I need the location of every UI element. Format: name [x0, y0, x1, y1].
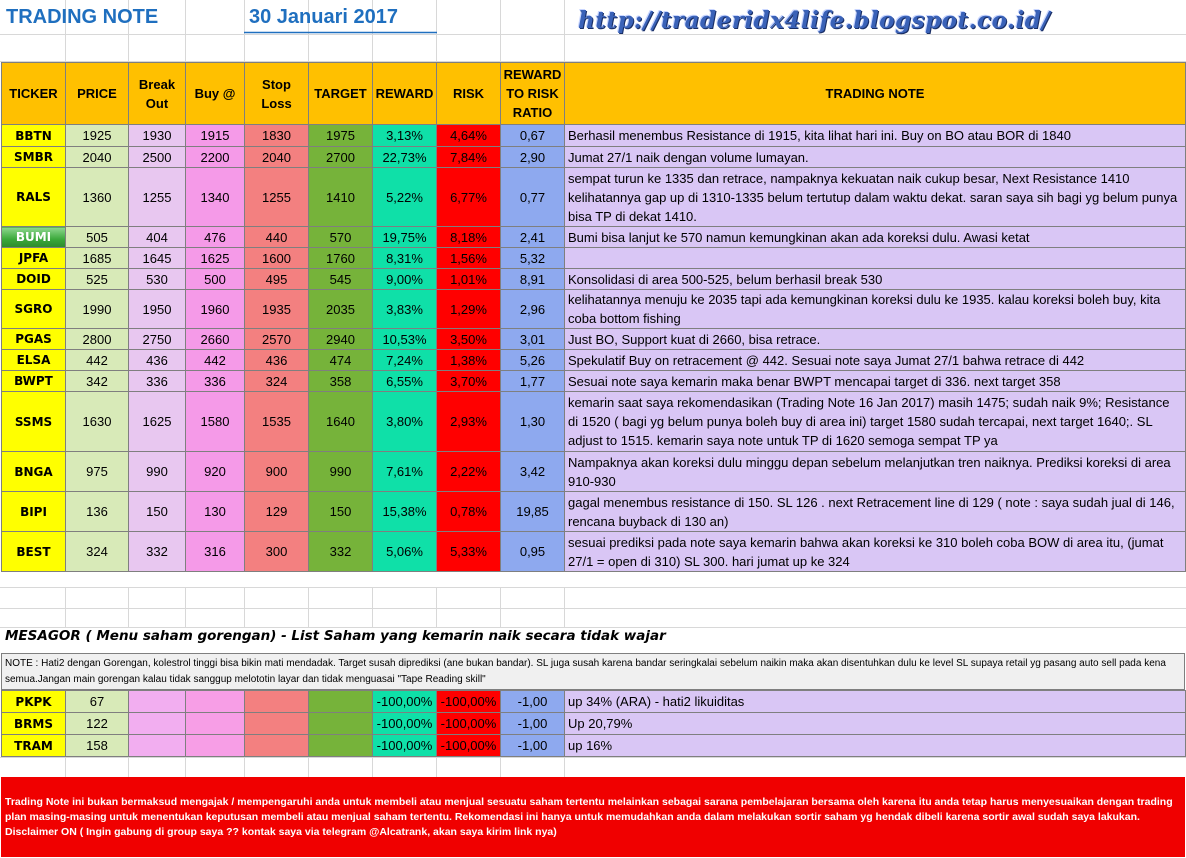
break-out-cell — [129, 713, 186, 735]
stop-loss-cell: 1255 — [245, 168, 309, 227]
note-cell: Spekulatif Buy on retracement @ 442. Sesuai note saya Jumat 27/1 bahwa retrace di 442 — [565, 350, 1186, 371]
table-row — [2, 350, 1186, 371]
target-cell — [309, 735, 373, 757]
break-out-cell: 1255 — [129, 168, 186, 227]
ratio-cell: 0,95 — [501, 532, 565, 572]
buy-cell: 2660 — [186, 329, 245, 350]
disclaimer-banner: Trading Note ini bukan bermaksud mengajak / mempengaruhi anda untuk membeli atau menjual sesuatu saham tertentu melainkan sebagai sarana pembelajaran bersama oleh karena itu anda tetap harus menyesuaikan dengan trading plan masing-masing untuk menentukan keputusan membeli atau menjual saham tertentu. Rekomendasi ini hanya untuk memudahkan anda dalam melakukan sortir saham yg hendak dibeli karena sortir awal sudah saya lakukan. Disclaimer ON ( Ingin gabung di group saya ?? kontak saya via telegram @Alcatrank, akan saya kirim link nya) — [1, 777, 1185, 857]
stop-loss-cell — [245, 713, 309, 735]
break-out-cell: 332 — [129, 532, 186, 572]
reward-cell: 7,24% — [373, 350, 437, 371]
reward-cell: 7,61% — [373, 452, 437, 492]
page-title: TRADING NOTE — [6, 6, 159, 28]
break-out-cell — [129, 691, 186, 713]
risk-cell: 6,77% — [437, 168, 501, 227]
ratio-cell: -1,00 — [501, 713, 565, 735]
ticker-cell: BBTN — [2, 125, 66, 147]
risk-cell: 8,18% — [437, 227, 501, 248]
table-row — [2, 269, 1186, 290]
ticker-cell: SMBR — [2, 147, 66, 168]
ratio-cell: 2,90 — [501, 147, 565, 168]
column-header-stop-loss: Stop Loss — [245, 63, 309, 125]
target-cell: 332 — [309, 532, 373, 572]
break-out-cell: 150 — [129, 492, 186, 532]
target-cell — [309, 691, 373, 713]
price-cell: 442 — [66, 350, 129, 371]
column-header-ticker: TICKER — [2, 63, 66, 125]
column-header-buy: Buy @ — [186, 63, 245, 125]
price-cell: 136 — [66, 492, 129, 532]
note-cell: up 34% (ARA) - hati2 likuiditas — [565, 691, 1186, 713]
risk-cell: 0,78% — [437, 492, 501, 532]
buy-cell: 2200 — [186, 147, 245, 168]
table-row — [2, 290, 1186, 329]
reward-cell: 3,13% — [373, 125, 437, 147]
risk-cell: -100,00% — [437, 735, 501, 757]
ratio-cell: 3,01 — [501, 329, 565, 350]
mesagor-row — [2, 713, 1186, 735]
target-cell: 990 — [309, 452, 373, 492]
reward-cell: -100,00% — [373, 713, 437, 735]
mesagor-title: MESAGOR ( Menu saham gorengan) - List Saham yang kemarin naik secara tidak wajar — [5, 628, 666, 644]
price-cell: 342 — [66, 371, 129, 392]
note-cell: kelihatannya menuju ke 2035 tapi ada kemungkinan koreksi dulu ke 1935. kalau koreksi boleh buy, kita coba bottom fishing — [565, 290, 1186, 329]
risk-cell: 1,56% — [437, 248, 501, 269]
reward-cell: -100,00% — [373, 691, 437, 713]
buy-cell — [186, 691, 245, 713]
price-cell: 525 — [66, 269, 129, 290]
ratio-cell: 8,91 — [501, 269, 565, 290]
price-cell: 1630 — [66, 392, 129, 452]
risk-cell: 2,93% — [437, 392, 501, 452]
buy-cell: 1340 — [186, 168, 245, 227]
stop-loss-cell: 495 — [245, 269, 309, 290]
target-cell: 474 — [309, 350, 373, 371]
stop-loss-cell: 436 — [245, 350, 309, 371]
ratio-cell: 5,26 — [501, 350, 565, 371]
target-cell: 2940 — [309, 329, 373, 350]
target-cell: 570 — [309, 227, 373, 248]
column-header-target: TARGET — [309, 63, 373, 125]
break-out-cell: 1645 — [129, 248, 186, 269]
table-row — [2, 168, 1186, 227]
buy-cell: 1625 — [186, 248, 245, 269]
note-cell: Sesuai note saya kemarin maka benar BWPT mencapai target di 336. next target 358 — [565, 371, 1186, 392]
target-cell: 1975 — [309, 125, 373, 147]
price-cell: 1990 — [66, 290, 129, 329]
buy-cell: 920 — [186, 452, 245, 492]
risk-cell: -100,00% — [437, 691, 501, 713]
note-cell: up 16% — [565, 735, 1186, 757]
break-out-cell: 1950 — [129, 290, 186, 329]
column-header-reward: REWARD — [373, 63, 437, 125]
break-out-cell: 2500 — [129, 147, 186, 168]
buy-cell: 1915 — [186, 125, 245, 147]
column-header-risk: RISK — [437, 63, 501, 125]
stop-loss-cell: 2040 — [245, 147, 309, 168]
break-out-cell: 404 — [129, 227, 186, 248]
price-cell: 2800 — [66, 329, 129, 350]
target-cell: 1760 — [309, 248, 373, 269]
ticker-cell: DOID — [2, 269, 66, 290]
buy-cell: 130 — [186, 492, 245, 532]
ticker-cell: SSMS — [2, 392, 66, 452]
note-cell: Nampaknya akan koreksi dulu minggu depan sebelum melanjutkan tren naiknya. Prediksi koreksi di area 910-930 — [565, 452, 1186, 492]
reward-cell: 3,83% — [373, 290, 437, 329]
ticker-cell: RALS — [2, 168, 66, 227]
mesagor-note: NOTE : Hati2 dengan Gorengan, kolestrol tinggi bisa bikin mati mendadak. Target susah diprediksi (ane bukan bandar). SL juga susah karena bandar seringkalai sebelum naikin maka akan disentuhkan dulu ke level SL supaya retail yg pasang auto sell pada kena semua.Jangan main gorengan kalau tidak sanggup melototin layar dan tidak menguasai "Tape Reading skill" — [1, 653, 1185, 690]
mesagor-row — [2, 691, 1186, 713]
buy-cell — [186, 735, 245, 757]
target-cell: 358 — [309, 371, 373, 392]
trading-note-table — [1, 62, 1186, 572]
buy-cell: 442 — [186, 350, 245, 371]
risk-cell: 3,70% — [437, 371, 501, 392]
note-cell: Konsolidasi di area 500-525, belum berhasil break 530 — [565, 269, 1186, 290]
note-cell: Up 20,79% — [565, 713, 1186, 735]
ticker-cell: BRMS — [2, 713, 66, 735]
risk-cell: 3,50% — [437, 329, 501, 350]
note-cell: Jumat 27/1 naik dengan volume lumayan. — [565, 147, 1186, 168]
table-row — [2, 329, 1186, 350]
ratio-cell: 3,42 — [501, 452, 565, 492]
break-out-cell: 530 — [129, 269, 186, 290]
risk-cell: 2,22% — [437, 452, 501, 492]
note-cell: sesuai prediksi pada note saya kemarin bahwa akan koreksi ke 310 boleh coba BOW di area itu, (jumat 27/1 = open di 310) SL 300. hari jumat up ke 324 — [565, 532, 1186, 572]
risk-cell: 5,33% — [437, 532, 501, 572]
blog-url[interactable]: http://traderidx4life.blogspot.co.id/ — [578, 7, 1051, 34]
price-cell: 158 — [66, 735, 129, 757]
stop-loss-cell: 300 — [245, 532, 309, 572]
target-cell: 150 — [309, 492, 373, 532]
price-cell: 1925 — [66, 125, 129, 147]
table-row — [2, 492, 1186, 532]
risk-cell: 1,29% — [437, 290, 501, 329]
break-out-cell: 436 — [129, 350, 186, 371]
table-row — [2, 392, 1186, 452]
reward-cell: 6,55% — [373, 371, 437, 392]
break-out-cell: 990 — [129, 452, 186, 492]
buy-cell — [186, 713, 245, 735]
ratio-cell: -1,00 — [501, 735, 565, 757]
mesagor-row — [2, 735, 1186, 757]
note-cell: Just BO, Support kuat di 2660, bisa retrace. — [565, 329, 1186, 350]
risk-cell: 1,01% — [437, 269, 501, 290]
buy-cell: 1580 — [186, 392, 245, 452]
reward-cell: 22,73% — [373, 147, 437, 168]
break-out-cell: 336 — [129, 371, 186, 392]
ticker-cell: PGAS — [2, 329, 66, 350]
ratio-cell: 19,85 — [501, 492, 565, 532]
note-cell: sempat turun ke 1335 dan retrace, nampaknya kekuatan naik cukup besar, Next Resistance 1410 kelihatannya gap up di 1310-1335 belum tertutup dalam waktu dekat. saran saya sih bagi yg belum punya bisa TP di dekat 1410. — [565, 168, 1186, 227]
ratio-cell: 1,30 — [501, 392, 565, 452]
ratio-cell: -1,00 — [501, 691, 565, 713]
buy-cell: 316 — [186, 532, 245, 572]
page-date: 30 Januari 2017 — [249, 6, 398, 28]
ticker-cell: JPFA — [2, 248, 66, 269]
break-out-cell: 1625 — [129, 392, 186, 452]
column-header-price: PRICE — [66, 63, 129, 125]
ticker-cell: BNGA — [2, 452, 66, 492]
table-row — [2, 248, 1186, 269]
stop-loss-cell — [245, 691, 309, 713]
ratio-cell: 2,96 — [501, 290, 565, 329]
stop-loss-cell — [245, 735, 309, 757]
break-out-cell: 2750 — [129, 329, 186, 350]
risk-cell: 1,38% — [437, 350, 501, 371]
table-header-row — [2, 63, 1186, 125]
note-cell — [565, 248, 1186, 269]
risk-cell: -100,00% — [437, 713, 501, 735]
reward-cell: -100,00% — [373, 735, 437, 757]
column-header-trading-note: TRADING NOTE — [565, 63, 1186, 125]
mesagor-table — [1, 690, 1186, 757]
stop-loss-cell: 1600 — [245, 248, 309, 269]
stop-loss-cell: 440 — [245, 227, 309, 248]
table-row — [2, 227, 1186, 248]
ticker-cell: BIPI — [2, 492, 66, 532]
reward-cell: 9,00% — [373, 269, 437, 290]
stop-loss-cell: 129 — [245, 492, 309, 532]
note-cell: gagal menembus resistance di 150. SL 126 . next Retracement line di 129 ( note : saya sudah jual di 146, rencana buyback di 130 an) — [565, 492, 1186, 532]
ticker-cell: BEST — [2, 532, 66, 572]
ticker-cell: TRAM — [2, 735, 66, 757]
reward-cell: 3,80% — [373, 392, 437, 452]
stop-loss-cell: 1830 — [245, 125, 309, 147]
column-header-ratio: REWARD TO RISK RATIO — [501, 63, 565, 125]
risk-cell: 7,84% — [437, 147, 501, 168]
buy-cell: 336 — [186, 371, 245, 392]
reward-cell: 8,31% — [373, 248, 437, 269]
ticker-cell: ELSA — [2, 350, 66, 371]
reward-cell: 19,75% — [373, 227, 437, 248]
ratio-cell: 0,77 — [501, 168, 565, 227]
table-row — [2, 532, 1186, 572]
price-cell: 122 — [66, 713, 129, 735]
buy-cell: 500 — [186, 269, 245, 290]
reward-cell: 5,06% — [373, 532, 437, 572]
price-cell: 505 — [66, 227, 129, 248]
price-cell: 2040 — [66, 147, 129, 168]
reward-cell: 5,22% — [373, 168, 437, 227]
ratio-cell: 0,67 — [501, 125, 565, 147]
reward-cell: 10,53% — [373, 329, 437, 350]
ratio-cell: 5,32 — [501, 248, 565, 269]
ratio-cell: 2,41 — [501, 227, 565, 248]
table-row — [2, 452, 1186, 492]
buy-cell: 1960 — [186, 290, 245, 329]
stop-loss-cell: 900 — [245, 452, 309, 492]
stop-loss-cell: 2570 — [245, 329, 309, 350]
price-cell: 1360 — [66, 168, 129, 227]
stop-loss-cell: 1535 — [245, 392, 309, 452]
risk-cell: 4,64% — [437, 125, 501, 147]
note-cell: Berhasil menembus Resistance di 1915, kita lihat hari ini. Buy on BO atau BOR di 1840 — [565, 125, 1186, 147]
target-cell: 1410 — [309, 168, 373, 227]
ticker-cell: PKPK — [2, 691, 66, 713]
target-cell: 545 — [309, 269, 373, 290]
ratio-cell: 1,77 — [501, 371, 565, 392]
reward-cell: 15,38% — [373, 492, 437, 532]
price-cell: 975 — [66, 452, 129, 492]
target-cell: 2035 — [309, 290, 373, 329]
table-row — [2, 125, 1186, 147]
target-cell — [309, 713, 373, 735]
ticker-cell: BWPT — [2, 371, 66, 392]
buy-cell: 476 — [186, 227, 245, 248]
price-cell: 67 — [66, 691, 129, 713]
table-row — [2, 147, 1186, 168]
note-cell: Bumi bisa lanjut ke 570 namun kemungkinan akan ada koreksi dulu. Awasi ketat — [565, 227, 1186, 248]
column-header-break-out: Break Out — [129, 63, 186, 125]
price-cell: 324 — [66, 532, 129, 572]
target-cell: 2700 — [309, 147, 373, 168]
ticker-cell: BUMI — [2, 227, 66, 248]
stop-loss-cell: 324 — [245, 371, 309, 392]
price-cell: 1685 — [66, 248, 129, 269]
break-out-cell: 1930 — [129, 125, 186, 147]
target-cell: 1640 — [309, 392, 373, 452]
stop-loss-cell: 1935 — [245, 290, 309, 329]
note-cell: kemarin saat saya rekomendasikan (Trading Note 16 Jan 2017) masih 1475; sudah naik 9%; Resistance di 1520 ( bagi yg belum punya boleh buy di area ini) target 1580 sudah tercapai, next target 1640;. SL adjust to 1515. kemarin saya note untuk TP di 1620 semoga sempat TP ya — [565, 392, 1186, 452]
break-out-cell — [129, 735, 186, 757]
table-row — [2, 371, 1186, 392]
ticker-cell: SGRO — [2, 290, 66, 329]
